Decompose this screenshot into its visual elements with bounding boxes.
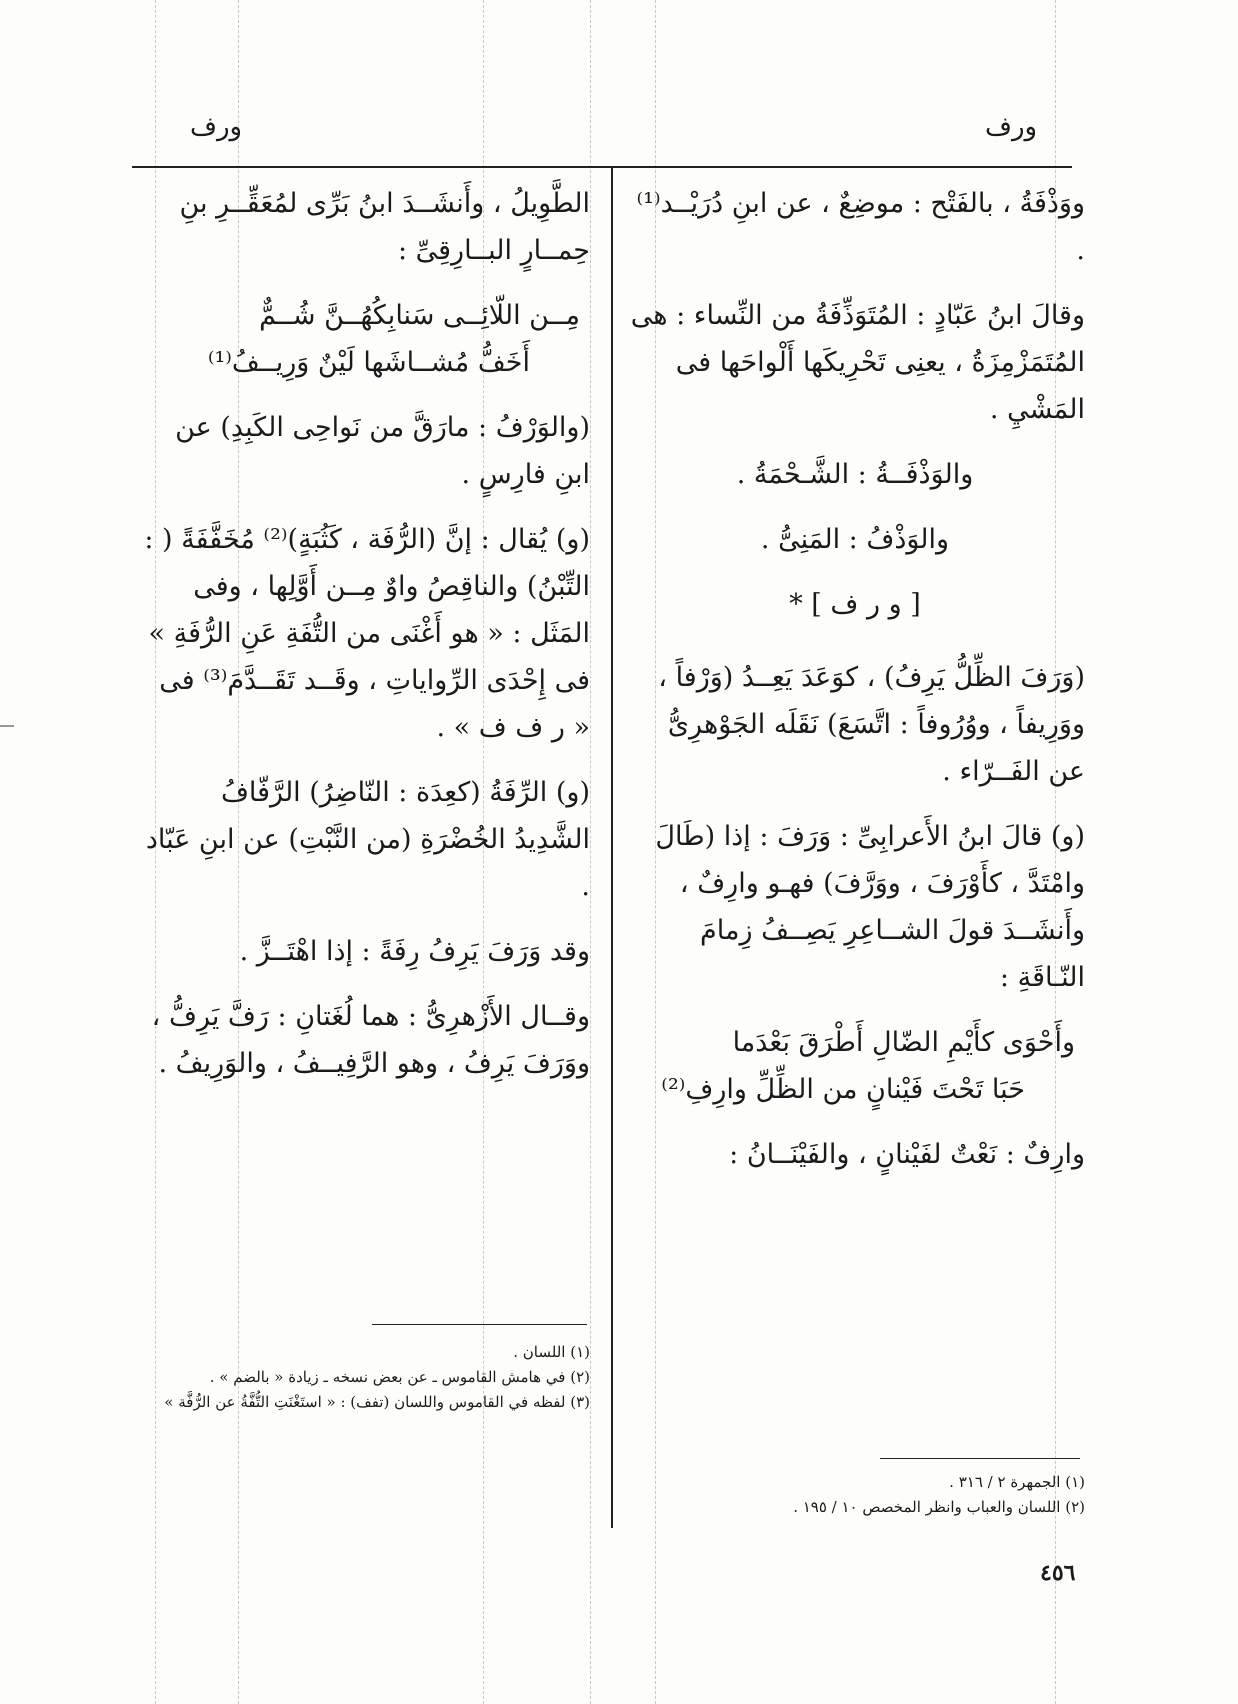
entry-paragraph: وقالَ ابنُ عَبّادٍ : المُتَوَذِّفَةُ من النِّساء : هى المُتَمَزْمِزَةُ ، يعنِى تَحْرِيكَها أَلْواحَها فى المَشْيِ . <box>630 300 1085 425</box>
verse-line: مِــن اللّائِــى سَنابِكُهُــنَّ شُــمٌّ <box>259 300 580 331</box>
entry-paragraph: (و) قالَ ابنُ الأَعرابِىِّ : وَرَفَ : إذا (طَالَ وامْتَدَّ ، كأَوْرَفَ ، ووَرَّفَ) فهـو وارِفٌ ، وأَنشَــدَ قولَ الشــاعِرِ يَصِــفُ زِمامَ النّـاقَةِ : <box>655 821 1085 993</box>
footnote-rule <box>372 1324 587 1325</box>
entry-paragraph: (و) يُقال : إنَّ (الرُّفَة ، كَثُبَةٍ)⁽²⁾ مُخَفَّفَةً ( : التِّبْنُ) والناقِصُ واوٌ مِــن أَوَّلِها ، وفى المَثَل : « هو أَغْنَى من التُّفَةِ عَنِ الرُّفَةِ » فى إِحْدَى الرِّواياتِ ، وقَــد تَقَــدَّمَ⁽³⁾ فى « ر ف ف » . <box>144 524 590 743</box>
entry-paragraph: وارِفٌ : نَعْتٌ لفَيْنانٍ ، والفَيْنَــانُ : <box>729 1139 1085 1170</box>
scan-mark <box>0 725 14 727</box>
poetry-verse <box>140 292 590 386</box>
entry-paragraph: ووَذْفَةُ ، بالفَتْح : موضِعٌ ، عن ابنِ دُرَيْــد⁽¹⁾ . <box>636 188 1085 266</box>
footnotes-left <box>140 1340 590 1415</box>
footnote: (١) اللسان . <box>513 1343 590 1361</box>
entry-paragraph: (وَرَفَ الظِّلُّ يَرِفُ) ، كوَعَدَ يَعِــدُ (وَرْفاً ، ووَرِيفاً ، ووُرُوفاً : اتَّسَعَ) نَقَلَه الجَوْهرِىُّ عن الفَــرّاء . <box>658 662 1085 787</box>
poetry-verse <box>625 1019 1085 1113</box>
verse-line: حَبَا تَحْتَ فَيْنانٍ من الظِّلِّ وارِفِ⁽²⁾ <box>661 1074 1025 1105</box>
header-right-word: ورف <box>985 112 1038 142</box>
column-divider <box>611 168 613 1528</box>
entry-paragraph: وقــال الأَزْهرِىُّ : هما لُغَتانِ : رَفَّ يَرِفُّ ، ووَرَفَ يَرِفُ ، وهو الرَّفِيــفُ ، والوَرِيفُ . <box>151 1001 590 1079</box>
entry-paragraph: والوَذْفُ : المَنِىُّ . <box>760 524 950 555</box>
entry-paragraph: والوَذْفَــةُ : الشَّـحْمَةُ . <box>736 459 974 490</box>
entry-paragraph: (والوَرْفُ : مارَقَّ من نَواحِى الكَبِدِ) عن ابنِ فارِسٍ . <box>175 412 590 490</box>
footnotes-right <box>625 1470 1085 1520</box>
entry-paragraph: الطَّوِيلُ ، وأَنشَــدَ ابنُ بَرِّى لمُعَقِّــرِ بنِ حِمــارٍ البــارِقِىِّ : <box>179 188 590 266</box>
footnote: (١) الجمهرة ٢ / ٣١٦ . <box>949 1473 1085 1491</box>
header-left-word: ورف <box>190 112 243 142</box>
entry-paragraph: (و) الرِّفَةُ (كعِدَة : النّاضِرُ) الرَّفّافُ الشَّدِيدُ الخُضْرَةِ (من النَّبْتِ) عن ابنِ عَبّاد . <box>145 777 590 902</box>
entry-paragraph: وقد وَرَفَ يَرِفُ رِفَةً : إذا اهْتَــزَّ . <box>239 936 590 967</box>
verse-line: وأَحْوَى كأَيْمِ الضّالِ أَطْرَقَ بَعْدَما <box>732 1027 1075 1058</box>
header-rule <box>132 166 1072 168</box>
scan-guide-line <box>590 0 591 1704</box>
verse-line: أَخَفُّ مُشــاشَها لَيْنٌ وَرِيــفُ⁽¹⁾ <box>207 347 530 378</box>
right-column <box>625 180 1085 1196</box>
footnote-rule <box>880 1458 1080 1459</box>
footnote: (٢) في هامش القاموس ـ عن بعض نسخه ـ زيادة « بالضم » . <box>209 1368 590 1386</box>
page-number: ٤٥٦ <box>1040 1560 1076 1586</box>
footnote: (٢) اللسان والعباب وانظر المخصص ١٠ / ١٩٥ . <box>793 1498 1085 1516</box>
root-heading: [ و ر ف ] * <box>789 589 921 620</box>
left-column <box>140 180 590 1105</box>
footnote: (٣) لفظه في القاموس واللسان (تفف) : « استَغْنَتِ التُّفَّةُ عن الرُّفَّة » <box>164 1393 590 1411</box>
